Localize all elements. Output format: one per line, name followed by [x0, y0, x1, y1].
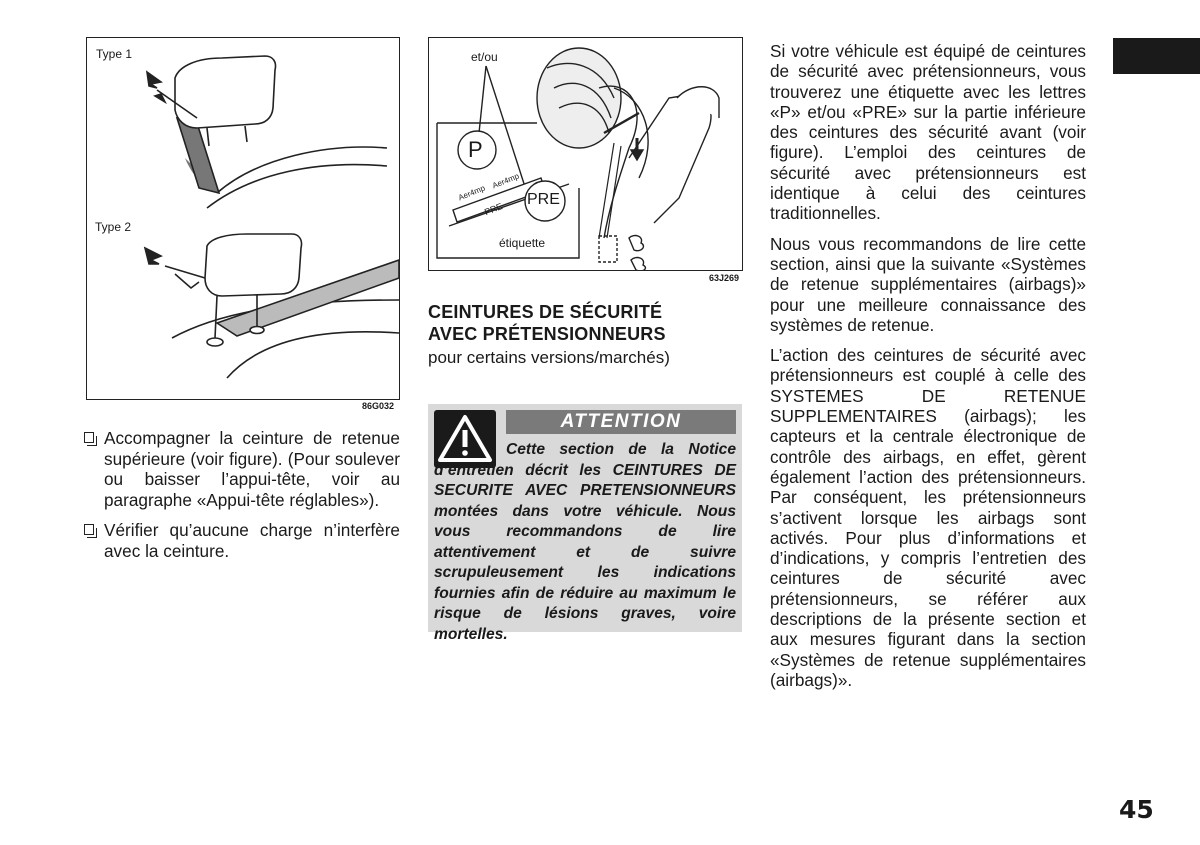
- etou-label: et/ou: [471, 50, 498, 64]
- tape-text-3: PRE: [483, 201, 504, 218]
- pre-label: PRE: [527, 191, 560, 208]
- bullet-text: Accompagner la ceinture de retenue supérieure (voir figure). (Pour soulever ou baisser l’appui-tête, voir au paragraphe «Appui-tête réglables»).: [104, 428, 400, 510]
- page-number: 45: [1119, 795, 1154, 824]
- headrest-type2-drawing: [145, 234, 399, 378]
- section-title-line1: CEINTURES DE SÉCURITÉ: [428, 302, 663, 322]
- headrest-type1-drawing: [147, 56, 387, 208]
- checkbox-square-icon: [84, 524, 94, 535]
- section-thumb-tab: [1113, 38, 1200, 74]
- section-subtitle: pour certains versions/marchés): [428, 348, 670, 367]
- bullet-item: [84, 520, 400, 561]
- pretensioner-figure: [428, 37, 743, 271]
- headrest-figure: [86, 37, 400, 400]
- paragraph: Si votre véhicule est équipé de ceintures de sécurité avec prétensionneurs, vous trouverez une étiquette avec les lettres «P» et/ou «PRE» sur la partie inférieure des ceintures des sécurité avant (voir figure). L’emploi des ceintures de sécurité avec prétensionneurs est identique à celui des ceintures traditionnelles.: [770, 41, 1086, 224]
- figure-code-left: 86G032: [362, 401, 395, 411]
- bullet-text: Vérifier qu’aucune charge n’interfère avec la ceinture.: [104, 520, 400, 561]
- right-column-text: [770, 41, 1086, 700]
- attention-title: ATTENTION: [506, 410, 736, 434]
- type1-label: Type 1: [96, 47, 133, 61]
- paragraph: Nous vous recommandons de lire cette section, ainsi que la suivante «Systèmes de retenue supplémentaires (airbags)» pour une meilleure connaissance des systèmes de retenue.: [770, 233, 1086, 335]
- checkbox-square-icon: [84, 432, 94, 443]
- etiquette-label: étiquette: [499, 236, 546, 250]
- figure-code-middle: 63J269: [709, 273, 740, 283]
- section-title-line2: AVEC PRÉTENSIONNEURS: [428, 324, 666, 344]
- p-label: P: [468, 137, 483, 162]
- bullet-item: [84, 428, 400, 510]
- section-title: [428, 301, 738, 345]
- tape-text-1: Aer4mp: [457, 183, 487, 203]
- tape-text-2: Aer4mp: [491, 171, 521, 191]
- paragraph: L’action des ceintures de sécurité avec prétensionneurs est couplé à celle des SYSTEMES DE RETENUE SUPPLEMENTAIRES (airbags); les capteurs et la centrale électronique de contrôle des airbags, en effet, gèrent également l’action des prétensionneurs. Par conséquent, les prétensionneurs s’activent lorsque les airbags sont activés. Pour plus d’informations et d’indications, y compris l’entretien des ceintures de sécurité avec prétensionneurs, se référer aux descriptions de la présente section et aux mesures figurant dans la section «Systèmes de retenue supplémentaires (airbags)».: [770, 345, 1086, 690]
- left-bullet-list: [84, 428, 400, 571]
- attention-box: [428, 404, 742, 643]
- attention-text: Cette section de la Notice d’entretien décrit les CEINTURES DE SECURITE AVEC PRETENSIONNEURS montées dans votre véhicule. Nous vous recommandons de lire attentivement et de suivre scrupuleusement les indications fournies afin de réduire au maximum le risque de lésions graves, voire mortelles.: [434, 441, 736, 643]
- type2-label: Type 2: [95, 220, 132, 234]
- headrest-illustration: [87, 38, 399, 399]
